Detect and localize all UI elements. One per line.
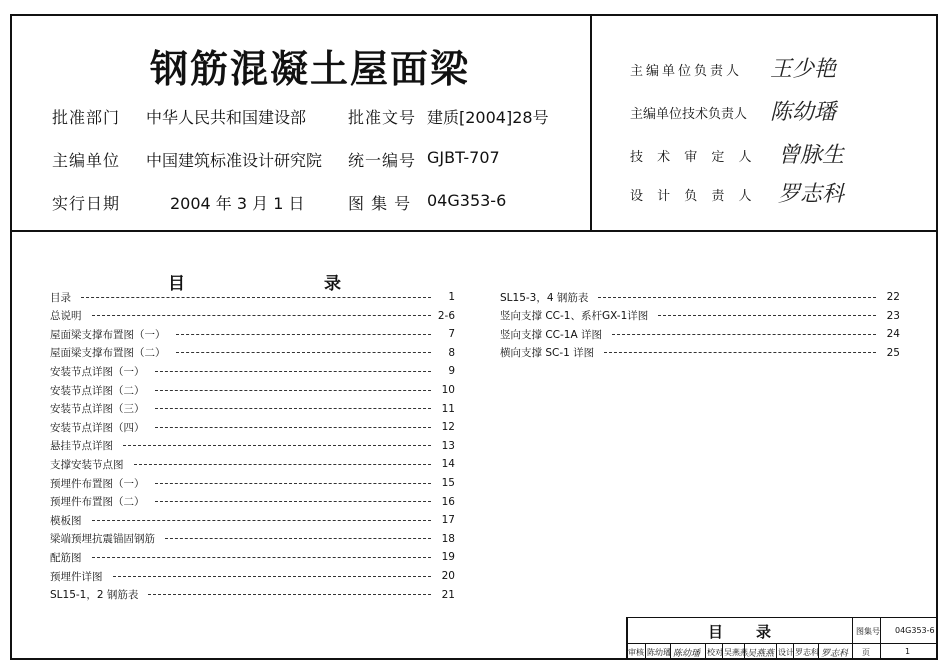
toc-entry-title: 配筋图 bbox=[50, 551, 82, 564]
toc-entry-page: 12 bbox=[441, 421, 455, 434]
toc-leader-line bbox=[113, 576, 432, 577]
toc-heading-right: 录 bbox=[324, 274, 341, 294]
toc-entry-page: 23 bbox=[886, 309, 900, 322]
chief-editor-signature: 王少艳 bbox=[770, 57, 837, 82]
checker-name: 吴燕燕 bbox=[724, 648, 748, 657]
title-block-atlas-no: 04G353-6 bbox=[895, 626, 935, 635]
cell-divider bbox=[705, 643, 706, 660]
tech-chief-label: 主编单位技术负责人 bbox=[630, 107, 748, 122]
tech-chief-signature: 陈幼璠 bbox=[770, 100, 837, 125]
toc-entry-title: SL15-3，4 钢筋表 bbox=[500, 291, 589, 304]
toc-entry bbox=[50, 401, 455, 417]
toc-entry-page: 17 bbox=[441, 514, 455, 527]
approval-doc-label: 批准文号 bbox=[348, 108, 417, 127]
tech-reviewer-signature: 曾脉生 bbox=[778, 143, 845, 168]
title-block-col-divider-1 bbox=[852, 617, 853, 660]
toc-entry bbox=[50, 326, 455, 342]
reviewer-signature: 陈幼璠 bbox=[673, 649, 701, 659]
chief-editor-label: 主编单位负责人 bbox=[630, 64, 743, 79]
toc-entry-page: 24 bbox=[886, 328, 900, 341]
toc-entry bbox=[50, 568, 455, 584]
toc-leader-line bbox=[165, 538, 431, 539]
title-block-col-divider-2 bbox=[880, 617, 881, 660]
toc-entry bbox=[50, 345, 455, 361]
toc-entry-title: 竖向支撑 CC-1A 详图 bbox=[500, 328, 602, 341]
design-label: 设计 bbox=[778, 648, 794, 657]
toc-leader-line bbox=[148, 594, 431, 595]
toc-leader-line bbox=[155, 483, 432, 484]
toc-leader-line bbox=[598, 297, 876, 298]
toc-leader-line bbox=[155, 390, 432, 391]
toc-entry bbox=[50, 438, 455, 454]
unified-no-value: GJBT-707 bbox=[427, 148, 500, 167]
title-block-title-left: 目 bbox=[708, 623, 728, 641]
toc-entry-title: 预埋件布置图（一） bbox=[50, 477, 145, 490]
toc-entry-title: 屋面梁支撑布置图（一） bbox=[50, 328, 166, 341]
toc-entry-page: 11 bbox=[441, 402, 455, 415]
toc-leader-line bbox=[155, 408, 432, 409]
toc-entry-page: 20 bbox=[441, 570, 455, 582]
toc-entry-title: 安装节点详图（二） bbox=[50, 384, 145, 397]
title-block-title-right: 录 bbox=[756, 623, 776, 641]
toc-entry-page: 10 bbox=[441, 384, 455, 396]
toc-entry-title: 目录 bbox=[50, 291, 71, 304]
toc-entry bbox=[500, 345, 900, 361]
toc-entry-page: 2-6 bbox=[437, 309, 455, 322]
toc-entry bbox=[50, 308, 455, 324]
toc-entry bbox=[50, 419, 455, 435]
reviewer-name: 陈幼璠 bbox=[647, 648, 671, 657]
toc-entry bbox=[50, 475, 455, 491]
toc-entry-title: SL15-1，2 钢筋表 bbox=[50, 589, 139, 602]
approval-doc-value: 建质[2004]28号 bbox=[427, 108, 549, 127]
toc-entry bbox=[50, 512, 455, 528]
approval-dept-value: 中华人民共和国建设部 bbox=[146, 108, 307, 127]
page-label: 页 bbox=[862, 648, 870, 657]
toc-leader-line bbox=[92, 557, 432, 558]
toc-entry bbox=[500, 308, 900, 324]
toc-entry-page: 19 bbox=[441, 551, 455, 564]
checker-signature: 吴燕燕 bbox=[747, 649, 775, 659]
unified-no-label: 统一编号 bbox=[348, 151, 417, 170]
cell-divider bbox=[645, 643, 646, 660]
toc-entry-title: 安装节点详图（一） bbox=[50, 365, 145, 378]
review-label: 审核 bbox=[628, 648, 644, 657]
toc-entry-page: 18 bbox=[441, 532, 455, 545]
toc-entry-title: 支撑安装节点图 bbox=[50, 458, 124, 471]
toc-entry bbox=[50, 494, 455, 510]
toc-entry-title: 模板图 bbox=[50, 514, 82, 527]
toc-entry-title: 悬挂节点详图 bbox=[50, 440, 113, 453]
effective-date-label: 实行日期 bbox=[52, 194, 121, 213]
toc-entry bbox=[50, 587, 455, 603]
toc-entry bbox=[50, 456, 455, 472]
toc-entry bbox=[500, 289, 900, 305]
toc-entry-page: 1 bbox=[448, 291, 455, 303]
toc-leader-line bbox=[123, 445, 431, 446]
approval-dept-label: 批准部门 bbox=[52, 108, 121, 127]
toc-entry-page: 21 bbox=[441, 588, 455, 601]
title-block-atlas-label: 图集号 bbox=[856, 627, 880, 636]
toc-leader-line bbox=[92, 520, 432, 521]
toc-leader-line bbox=[155, 427, 432, 428]
toc-entry-page: 13 bbox=[441, 439, 455, 452]
document-title: 钢筋混凝土屋面梁 bbox=[149, 47, 470, 91]
editor-unit-value: 中国建筑标准设计研究院 bbox=[146, 151, 323, 170]
toc-entry bbox=[50, 363, 455, 379]
atlas-no-value: 04G353-6 bbox=[427, 191, 507, 210]
cell-divider bbox=[776, 643, 777, 660]
toc-entry-page: 15 bbox=[441, 477, 455, 489]
toc-entry-title: 安装节点详图（三） bbox=[50, 403, 145, 416]
toc-entry-title: 梁端预埋抗震锚固钢筋 bbox=[50, 533, 155, 546]
design-lead-signature: 罗志科 bbox=[778, 182, 845, 207]
toc-entry-page: 22 bbox=[886, 291, 900, 303]
designer-signature: 罗志科 bbox=[821, 649, 849, 659]
toc-entry-page: 25 bbox=[886, 346, 900, 359]
toc-heading-left: 目 bbox=[168, 274, 185, 294]
toc-leader-line bbox=[134, 464, 432, 465]
effective-date-value: 2004 年 3 月 1 日 bbox=[170, 194, 305, 213]
design-lead-label: 设 计 负 责 人 bbox=[630, 189, 757, 204]
toc-entry-page: 8 bbox=[448, 346, 455, 359]
check-label: 校对 bbox=[707, 648, 723, 657]
toc-entry bbox=[500, 326, 900, 342]
toc-entry-title: 安装节点详图（四） bbox=[50, 421, 145, 434]
toc-leader-line bbox=[92, 315, 432, 316]
designer-name: 罗志科 bbox=[795, 648, 819, 657]
toc-leader-line bbox=[155, 501, 432, 502]
toc-leader-line bbox=[604, 352, 876, 353]
toc-entry bbox=[50, 531, 455, 547]
atlas-no-label: 图 集 号 bbox=[348, 194, 412, 213]
tech-reviewer-label: 技 术 审 定 人 bbox=[630, 150, 757, 165]
toc-entry bbox=[50, 382, 455, 398]
toc-leader-line bbox=[81, 297, 431, 298]
toc-leader-line bbox=[155, 371, 432, 372]
toc-entry-title: 预埋件详图 bbox=[50, 570, 103, 583]
toc-entry bbox=[50, 289, 455, 305]
page-number: 1 bbox=[905, 647, 911, 656]
toc-entry-title: 竖向支撑 CC-1、系杆GX-1详图 bbox=[500, 310, 649, 323]
toc-leader-line bbox=[612, 334, 876, 335]
toc-leader-line bbox=[658, 315, 876, 316]
header-vertical-divider bbox=[590, 14, 592, 231]
title-block-row-divider bbox=[626, 643, 938, 644]
toc-entry-page: 16 bbox=[441, 495, 455, 508]
toc-entry-title: 总说明 bbox=[50, 310, 82, 323]
editor-unit-label: 主编单位 bbox=[52, 151, 121, 170]
toc-entry-page: 9 bbox=[448, 365, 455, 378]
toc-entry-title: 预埋件布置图（二） bbox=[50, 496, 145, 509]
toc-leader-line bbox=[176, 334, 432, 335]
toc-entry-page: 7 bbox=[448, 328, 455, 341]
header-divider bbox=[10, 230, 938, 232]
toc-entry-title: 横向支撑 SC-1 详图 bbox=[500, 347, 595, 360]
toc-entry bbox=[50, 549, 455, 565]
toc-entry-page: 14 bbox=[441, 458, 455, 471]
toc-entry-title: 屋面梁支撑布置图（二） bbox=[50, 347, 166, 360]
toc-leader-line bbox=[176, 352, 432, 353]
